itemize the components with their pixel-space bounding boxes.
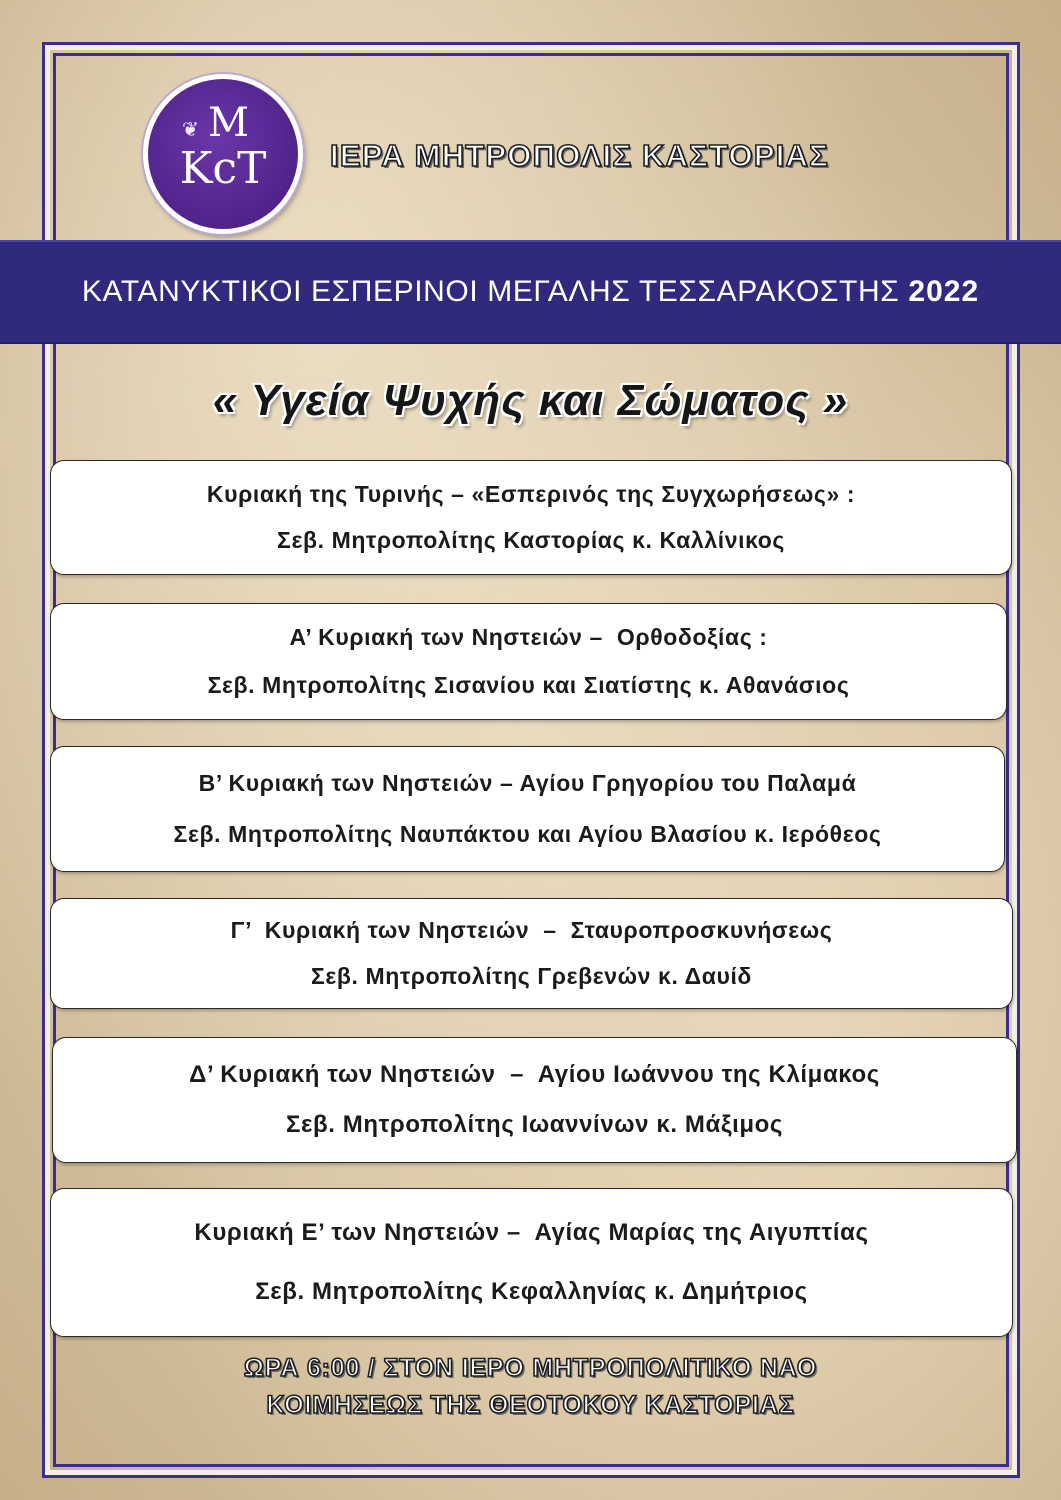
logo-monogram-top: Μ xyxy=(208,100,250,146)
schedule-entry xyxy=(52,1037,1017,1163)
entry-speaker: Σεβ. Μητροπολίτης Ναυπάκτου και Αγίου Βλασίου κ. Ιερόθεος xyxy=(173,820,882,847)
entry-event: Κυριακή της Τυρινής – «Εσπερινός της Συγχωρήσεως» : xyxy=(206,480,856,507)
schedule-entry xyxy=(50,460,1012,575)
schedule-entry xyxy=(50,603,1007,720)
schedule-entry xyxy=(50,898,1013,1009)
logo-monogram-bottom: ΚϲΤ xyxy=(179,143,267,194)
footer-church-name: ΚΟΙΜΗΣΕΩΣ ΤΗΣ ΘΕΟΤΟΚΟΥ ΚΑΣΤΟΡΙΑΣ xyxy=(266,1391,795,1419)
entry-event: Δ’ Κυριακή των Νηστειών – Αγίου Ιωάννου της Κλίμακος xyxy=(189,1060,880,1088)
entry-event: Κυριακή Ε’ των Νηστειών – Αγίας Μαρίας της Αιγυπτίας xyxy=(194,1219,869,1247)
entry-event: Α’ Κυριακή των Νηστειών – Ορθοδοξίας : xyxy=(289,624,768,651)
banner-title: ΚΑΤΑΝΥΚΤΙΚΟΙ ΕΣΠΕΡΙΝΟΙ ΜΕΓΑΛΗΣ ΤΕΣΣΑΡΑΚΟΣΤΗΣ xyxy=(81,275,900,308)
entry-speaker: Σεβ. Μητροπολίτης Κεφαλληνίας κ. Δημήτριος xyxy=(255,1277,808,1305)
schedule-entry xyxy=(50,746,1005,872)
banner-year: 2022 xyxy=(908,275,980,308)
entry-event: Γ’ Κυριακή των Νηστειών – Σταυροπροσκυνήσεως xyxy=(230,917,833,944)
entry-speaker: Σεβ. Μητροπολίτης Σισανίου και Σιατίστης κ. Αθανάσιος xyxy=(207,671,850,698)
organization-title: ΙΕΡΑ ΜΗΤΡΟΠΟΛΙΣ ΚΑΣΤΟΡΙΑΣ xyxy=(330,138,829,173)
title-banner xyxy=(0,240,1061,344)
metropolis-logo xyxy=(143,74,303,234)
entry-speaker: Σεβ. Μητροπολίτης Καστορίας κ. Καλλίνικος xyxy=(277,527,785,554)
entry-speaker: Σεβ. Μητροπολίτης Ιωαννίνων κ. Μάξιμος xyxy=(285,1111,784,1139)
grape-cluster-icon: ❦ xyxy=(182,117,199,141)
footer-time-location: ΩΡΑ 6:00 / ΣΤΟΝ ΙΕΡΟ ΜΗΤΡΟΠΟΛΙΤΙΚΟ ΝΑΟ xyxy=(243,1354,818,1382)
schedule-entry xyxy=(50,1188,1013,1337)
entry-speaker: Σεβ. Μητροπολίτης Γρεβενών κ. Δαυίδ xyxy=(311,962,752,989)
poster-subtitle: « Υγεία Ψυχής και Σώματος » xyxy=(212,376,849,425)
entry-event: Β’ Κυριακή των Νηστειών – Αγίου Γρηγορίου του Παλαμά xyxy=(198,770,857,797)
